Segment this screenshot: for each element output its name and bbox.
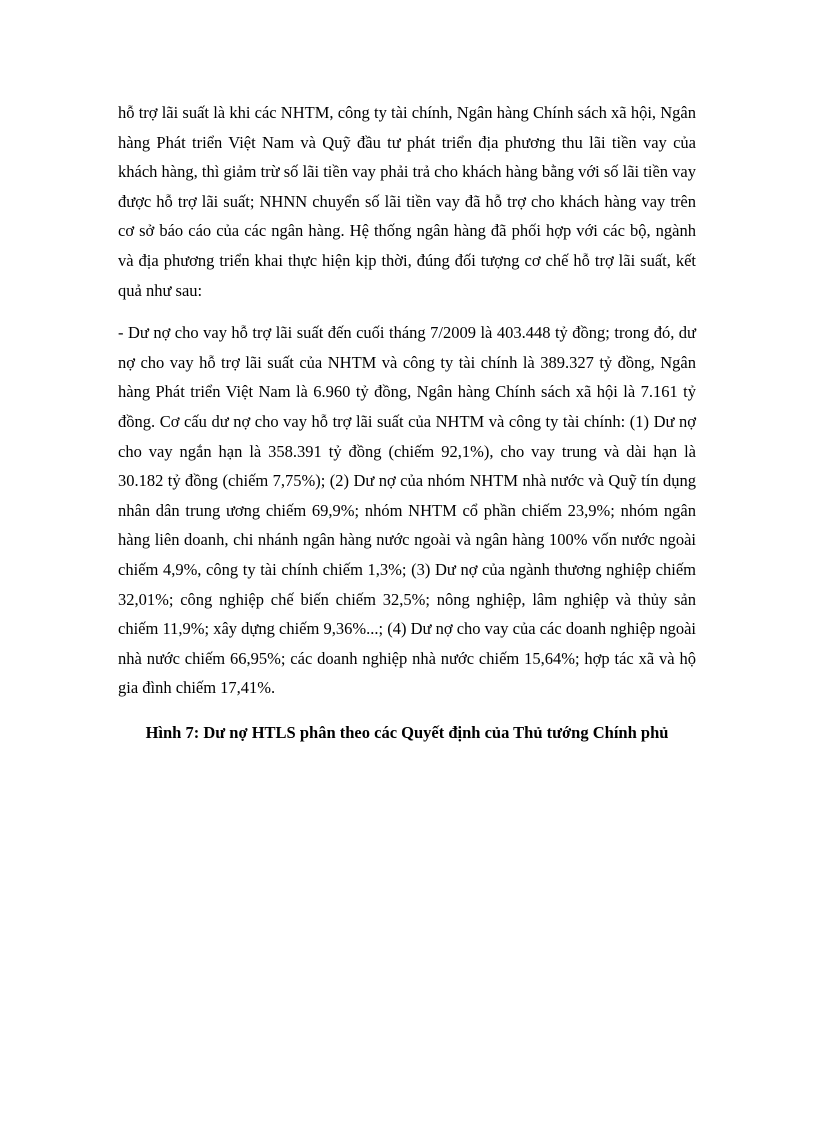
document-page (118, 98, 696, 745)
body-paragraph-loan-balance: - Dư nợ cho vay hỗ trợ lãi suất đến cuối tháng 7/2009 là 403.448 tỷ đồng; trong đó, dư nợ cho vay hỗ trợ lãi suất của NHTM và công ty tài chính là 389.327 tỷ đồng, Ngân hàng Phát triển Việt Nam là 6.960 tỷ đồng, Ngân hàng Chính sách xã hội là 7.161 tỷ đồng. Cơ cấu dư nợ cho vay hỗ trợ lãi suất của NHTM và công ty tài chính: (1) Dư nợ cho vay ngắn hạn là 358.391 tỷ đồng (chiếm 92,1%), cho vay trung và dài hạn là 30.182 tỷ đồng (chiếm 7,75%); (2) Dư nợ của nhóm NHTM nhà nước và Quỹ tín dụng nhân dân trung ương chiếm 69,9%; nhóm NHTM cổ phần chiếm 23,9%; nhóm ngân hàng liên doanh, chi nhánh ngân hàng nước ngoài và ngân hàng 100% vốn nước ngoài chiếm 4,9%, công ty tài chính chiếm 1,3%; (3) Dư nợ của ngành thương nghiệp chiếm 32,01%; công nghiệp chế biến chiếm 32,5%; nông nghiệp, lâm nghiệp và thủy sản chiếm 11,9%; xây dựng chiếm 9,36%...; (4) Dư nợ cho vay của các doanh nghiệp ngoài nhà nước chiếm 66,95%; các doanh nghiệp nhà nước chiếm 15,64%; hợp tác xã và hộ gia đình chiếm 17,41%. (118, 323, 696, 698)
body-paragraph-interest-support: hỗ trợ lãi suất là khi các NHTM, công ty tài chính, Ngân hàng Chính sách xã hội, Ngân hàng Phát triển Việt Nam và Quỹ đầu tư phát triển địa phương thu lãi tiền vay của khách hàng, thì giảm trừ số lãi tiền vay phải trả cho khách hàng bằng với số lãi tiền vay được hỗ trợ lãi suất; NHNN chuyển số lãi tiền vay đã hỗ trợ cho khách hàng vay trên cơ sở báo cáo của các ngân hàng. Hệ thống ngân hàng đã phối hợp với các bộ, ngành và địa phương triển khai thực hiện kịp thời, đúng đối tượng cơ chế hỗ trợ lãi suất, kết quả như sau: (118, 103, 696, 300)
figure-caption: Hình 7: Dư nợ HTLS phân theo các Quyết định của Thủ tướng Chính phủ (145, 722, 669, 742)
